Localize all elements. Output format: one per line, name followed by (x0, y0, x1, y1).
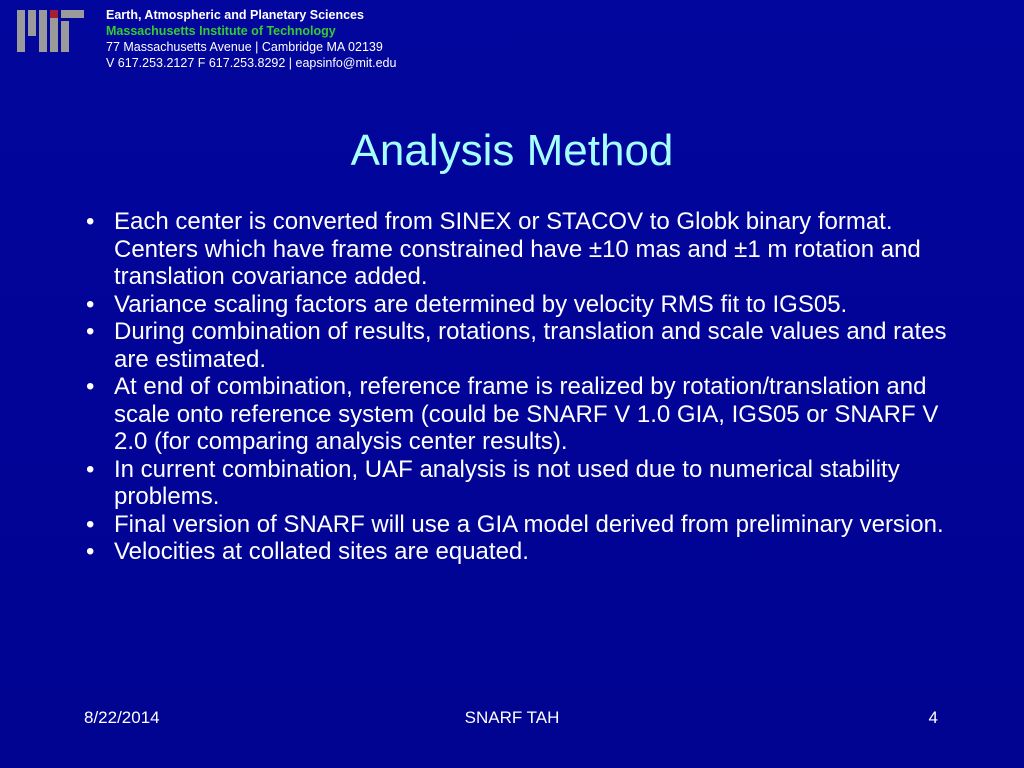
institute-name: Massachusetts Institute of Technology (106, 24, 336, 38)
bullet-item (86, 373, 966, 456)
contact-line: V 617.253.2127 F 617.253.8292 | eapsinfo@mit.edu (106, 56, 397, 70)
bullet-item (86, 318, 966, 373)
bullet-text: Velocities at collated sites are equated. (114, 538, 529, 565)
bullet-item (86, 511, 966, 539)
bullet-dot-icon: • (86, 290, 95, 318)
footer-title: SNARF TAH (464, 708, 560, 727)
bullet-text: Each center is converted from SINEX or STACOV to Globk binary format. Centers which have frame constrained have ±10 mas and ±1 m rotation and translation covariance added. (114, 208, 921, 290)
bullet-dot-icon: • (86, 510, 95, 538)
address-line: 77 Massachusetts Avenue | Cambridge MA 02139 (106, 40, 383, 54)
bullet-item (86, 538, 966, 566)
bullet-text: During combination of results, rotations, translation and scale values and rates are estimated. (114, 318, 947, 373)
footer-date: 8/22/2014 (84, 708, 160, 727)
bullet-text: Final version of SNARF will use a GIA model derived from preliminary version. (114, 510, 944, 538)
bullet-item (86, 456, 966, 511)
bullet-text: In current combination, UAF analysis is not used due to numerical stability problems. (114, 455, 900, 510)
bullet-item (86, 291, 966, 319)
mit-logo (17, 10, 84, 52)
bullet-dot-icon: • (86, 538, 95, 565)
bullet-text: At end of combination, reference frame is realized by rotation/translation and scale onto reference system (could be SNARF V 1.0 GIA, IGS05 or SNARF V 2.0 (for comparing analysis center results). (114, 373, 939, 455)
bullet-item (86, 208, 966, 291)
slide-title: Analysis Method (350, 126, 674, 175)
bullet-dot-icon: • (86, 318, 95, 345)
department-name: Earth, Atmospheric and Planetary Sciences (106, 8, 364, 22)
mit-logo-icon (17, 10, 84, 52)
bullet-list (86, 208, 966, 566)
bullet-dot-icon: • (86, 373, 95, 400)
bullet-dot-icon: • (86, 208, 95, 235)
header-block (106, 7, 396, 71)
bullet-text: Variance scaling factors are determined by velocity RMS fit to IGS05. (114, 290, 848, 318)
page-number: 4 (928, 708, 938, 727)
bullet-dot-icon: • (86, 455, 95, 483)
